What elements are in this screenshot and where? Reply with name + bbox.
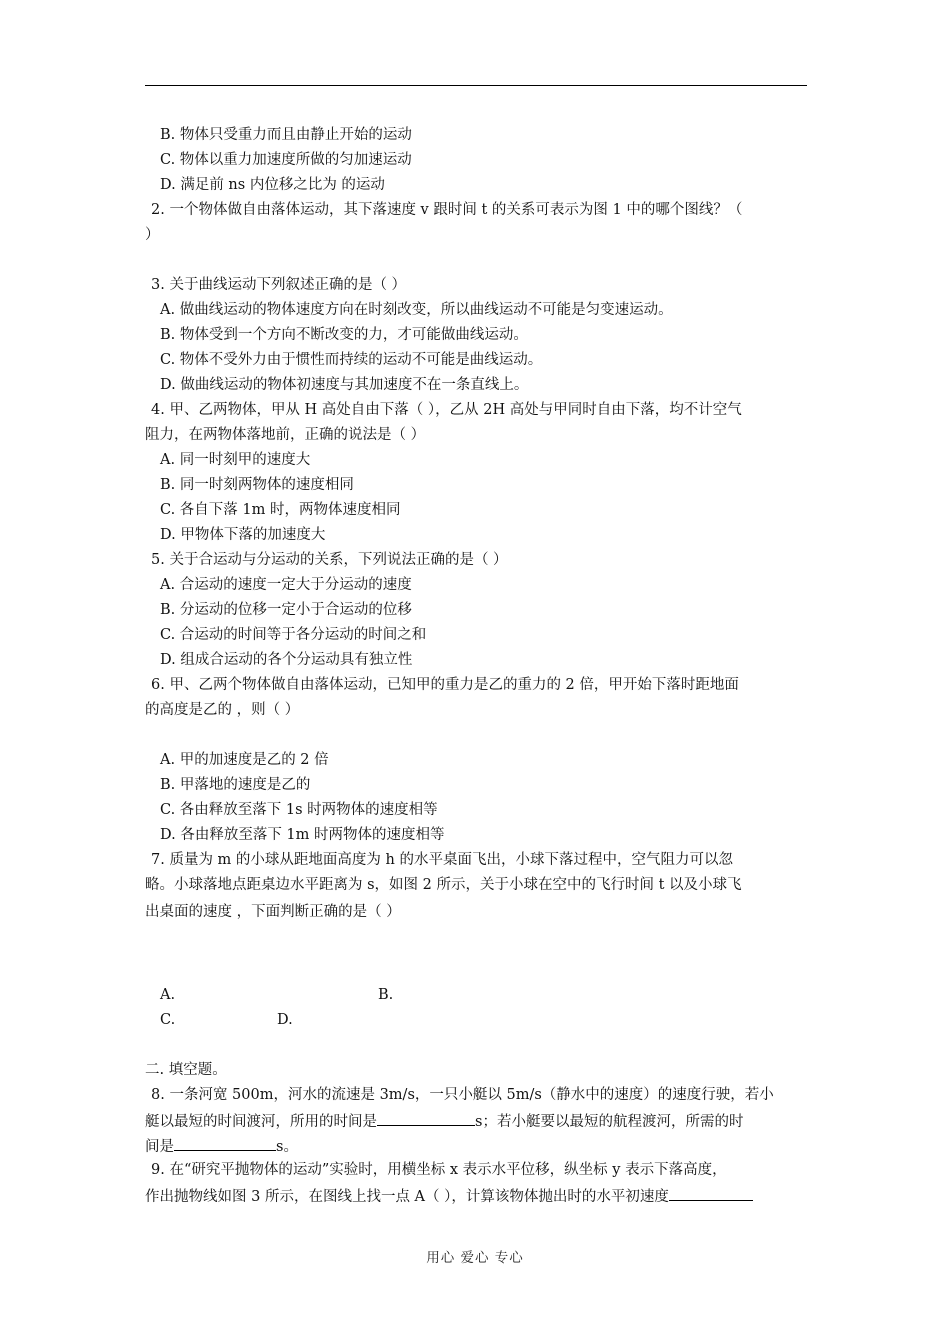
q4-option-a: A. 同一时刻甲的速度大 — [160, 452, 311, 468]
q7-stem-line3: 出桌面的速度 ，下面判断正确的是（ ） — [145, 904, 401, 920]
q1-option-d: D. 满足前 ns 内位移之比为 的运动 — [160, 177, 385, 193]
q8-text-a: 艇以最短的时间渡河，所用的时间是 — [145, 1114, 377, 1130]
q5-option-d: D. 组成合运动的各个分运动具有独立性 — [160, 652, 413, 668]
q6-option-a: A. 甲的加速度是乙的 2 倍 — [160, 752, 329, 768]
q8-answer-blank-1[interactable] — [377, 1108, 475, 1126]
q9-stem-line1: 9. 在“研究平抛物体的运动”实验时，用横坐标 x 表示水平位移，纵坐标 y 表示下落高度， — [151, 1162, 727, 1178]
header-rule — [145, 85, 807, 86]
q6-stem-line1: 6. 甲、乙两个物体做自由落体运动，已知甲的重力是乙的重力的 2 倍，甲开始下落时距地面 — [151, 677, 739, 693]
q4-option-b: B. 同一时刻两物体的速度相同 — [160, 477, 354, 493]
q8-stem-line1: 8. 一条河宽 500m，河水的流速是 3m/s，一只小艇以 5m/s（静水中的速度）的速度行驶，若小 — [151, 1087, 774, 1103]
q7-option-c: C. — [160, 1012, 176, 1028]
q6-option-b: B. 甲落地的速度是乙的 — [160, 777, 311, 793]
q4-stem-line1: 4. 甲、乙两物体，甲从 H 高处自由下落（ ），乙从 2H 高处与甲同时自由下落，均不计空气 — [151, 402, 742, 418]
q1-option-b: B. 物体只受重力而且由静止开始的运动 — [160, 127, 412, 143]
q4-stem-line2: 阻力，在两物体落地前，正确的说法是（ ） — [145, 427, 426, 443]
q6-option-d: D. 各由释放至落下 1m 时两物体的速度相等 — [160, 827, 445, 843]
spacer — [145, 723, 807, 748]
q3-option-b: B. 物体受到一个方向不断改变的力，才可能做曲线运动。 — [160, 327, 528, 343]
q8-stem-line3 — [145, 1133, 807, 1158]
q9-stem-line2 — [145, 1183, 807, 1212]
q1-option-c: C. 物体以重力加速度所做的匀加速运动 — [160, 152, 412, 168]
q8-text-c: 间是 — [145, 1139, 174, 1155]
q3-option-c: C. 物体不受外力由于惯性而持续的运动不可能是曲线运动。 — [160, 352, 543, 368]
q6-option-c: C. 各由释放至落下 1s 时两物体的速度相等 — [160, 802, 438, 818]
q7-options-row2 — [145, 1008, 807, 1033]
q7-option-a: A. — [160, 987, 176, 1003]
q7-option-b: B. — [378, 987, 394, 1003]
q5-option-b: B. 分运动的位移一定小于合运动的位移 — [160, 602, 412, 618]
q2-stem-line1: 2. 一个物体做自由落体运动，其下落速度 v 跟时间 t 的关系可表示为图 1 中的哪个图线？（ — [151, 202, 743, 218]
q7-options-row1 — [145, 983, 807, 1008]
q3-stem: 3. 关于曲线运动下列叙述正确的是（ ） — [151, 277, 407, 293]
q5-option-c: C. 合运动的时间等于各分运动的时间之和 — [160, 627, 427, 643]
q7-option-d: D. — [277, 1012, 293, 1028]
q7-stem-line1: 7. 质量为 m 的小球从距地面高度为 h 的水平桌面飞出，小球下落过程中，空气阻力可以忽 — [151, 852, 733, 868]
q2-stem-line2: ） — [145, 227, 160, 243]
q8-answer-blank-2[interactable] — [174, 1133, 276, 1151]
q5-stem: 5. 关于合运动与分运动的关系，下列说法正确的是（ ） — [151, 552, 508, 568]
spacer — [145, 1033, 807, 1058]
q7-stem-line2: 略。小球落地点距桌边水平距离为 s，如图 2 所示，关于小球在空中的飞行时间 t 以及小球飞 — [145, 877, 742, 893]
document-body — [145, 123, 807, 1212]
q8-text-b: s；若小艇要以最短的航程渡河，所需的时 — [475, 1114, 744, 1130]
q6-stem-line2: 的高度是乙的 ，则（ ） — [145, 702, 300, 718]
footer-text: 用心 爱心 专心 — [426, 1250, 524, 1266]
q4-option-d: D. 甲物体下落的加速度大 — [160, 527, 326, 543]
q3-option-d: D. 做曲线运动的物体初速度与其加速度不在一条直线上。 — [160, 377, 529, 393]
q8-stem-line2 — [145, 1108, 807, 1133]
section2-title: 二. 填空题。 — [145, 1062, 227, 1078]
q9-answer-blank[interactable] — [669, 1183, 753, 1201]
q3-option-a: A. 做曲线运动的物体速度方向在时刻改变，所以曲线运动不可能是匀变速运动。 — [160, 302, 673, 318]
spacer — [145, 927, 807, 983]
q4-option-c: C. 各自下落 1m 时，两物体速度相同 — [160, 502, 401, 518]
q8-text-d: s。 — [276, 1139, 298, 1155]
q9-text: 作出抛物线如图 3 所示，在图线上找一点 A（ ），计算该物体抛出时的水平初速度 — [145, 1189, 669, 1205]
q5-option-a: A. 合运动的速度一定大于分运动的速度 — [160, 577, 412, 593]
spacer — [145, 248, 807, 273]
